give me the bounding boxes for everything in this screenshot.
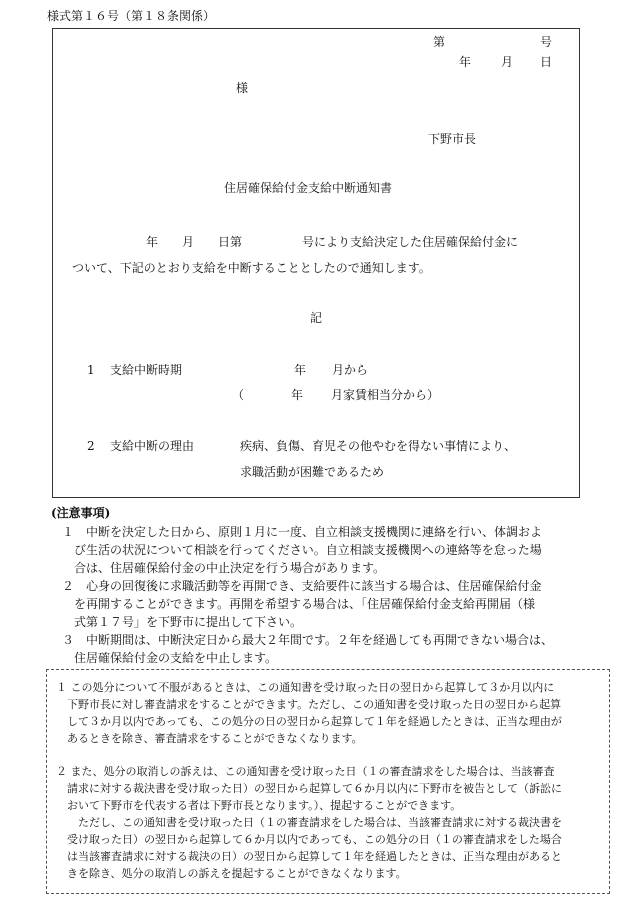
appeal-line: は当該審査請求に対する裁決の日）の翌日から起算して１年を経過したときは、正当な理由があると (56, 850, 562, 863)
appeal-line: 下野市長に対し審査請求をすることができます。ただし、この通知書を受け取った日の翌日から起算 (56, 698, 562, 711)
appeal-line: １ この処分について不服があるときは、この通知書を受け取った日の翌日から起算して３か月以内に (56, 681, 555, 694)
notes-line: ３ 中断期間は、中断決定日から最大２年間です。２年を経過しても再開できない場合は、 (62, 633, 554, 647)
appeal-line: して３か月以内であっても、この処分の日の翌日から起算して１年を経過したときは、正当な理由が (56, 715, 562, 728)
notes-line: １ 中断を決定した日から、原則１月に一度、自立相談支援機関に連絡を行い、体調およ (62, 525, 543, 539)
notes-line: 式第１７号」を下野市に提出して下さい。 (62, 615, 303, 629)
form-number: 様式第１６号（第１８条関係） (47, 9, 216, 23)
item-1-paren-open: （ (232, 388, 245, 402)
item-1-paren-rest: 月家賃相当分から） (331, 388, 440, 402)
appeal-line: あるときを除き、審査請求をすることができなくなります。 (56, 732, 363, 745)
item-1-number: 1 (87, 363, 95, 377)
date-month: 月 (501, 55, 514, 69)
item-1-month-from: 月から (332, 363, 369, 377)
item-1-paren-year: 年 (291, 388, 304, 402)
item-1-label: 支給中断時期 (110, 363, 183, 377)
notes-line: 住居確保給付金の支給を中止します。 (62, 651, 278, 665)
document-title: 住居確保給付金支給中断通知書 (224, 181, 393, 195)
addressee-honorific: 様 (236, 81, 249, 95)
date-day: 日 (540, 55, 553, 69)
ki-heading: 記 (310, 311, 323, 325)
body-line-2: ついて、下記のとおり支給を中断することとしたので通知します。 (72, 261, 431, 275)
appeal-line: きを除き、処分の取消しの訴えを提起することができなくなります。 (56, 867, 407, 880)
number-suffix: 号 (540, 35, 553, 49)
notes-line: ２ 心身の回復後に求職活動等を再開でき、支給要件に該当する場合は、住居確保給付金 (62, 579, 542, 593)
issuer-name: 下野市長 (428, 132, 477, 146)
item-2-label: 支給中断の理由 (110, 439, 195, 453)
number-prefix: 第 (433, 35, 446, 49)
notes-title: (注意事項) (51, 506, 111, 520)
body-line-1: 年 月 日第 号により支給決定した住居確保給付金に (146, 235, 519, 249)
notes-line: 合は、住居確保給付金の中止決定を行う場合があります。 (62, 561, 386, 575)
item-2-number: 2 (87, 439, 95, 453)
item-2-reason-line-2: 求職活動が困難であるため (240, 465, 385, 479)
notes-line: び生活の状況について相談を行ってください。自立相談支援機関への連絡等を怠った場 (62, 543, 542, 557)
appeal-line: おいて下野市を代表する者は下野市長となります。）、提起することができます。 (56, 799, 462, 812)
appeal-line: 請求に対する裁決書を受け取った日）の翌日から起算して６か月以内に下野市を被告として（訴訟に (56, 782, 562, 795)
appeal-line: ２ また、処分の取消しの訴えは、この通知書を受け取った日（１の審査請求をした場合は、当該審査 (56, 765, 555, 778)
item-1-year: 年 (294, 363, 307, 377)
item-2-reason-line-1: 疾病、負傷、育児その他やむを得ない事情により、 (240, 439, 517, 453)
appeal-line: ただし、この通知書を受け取った日（１の審査請求をした場合は、当該審査請求に対する裁決書を (56, 816, 562, 829)
appeal-line: 受け取った日）の翌日から起算して６か月以内であっても、この処分の日（１の審査請求をした場合 (56, 833, 562, 846)
notes-line: を再開することができます。再開を希望する場合は、「住居確保給付金支給再開届（様 (62, 597, 536, 611)
date-year: 年 (459, 55, 472, 69)
